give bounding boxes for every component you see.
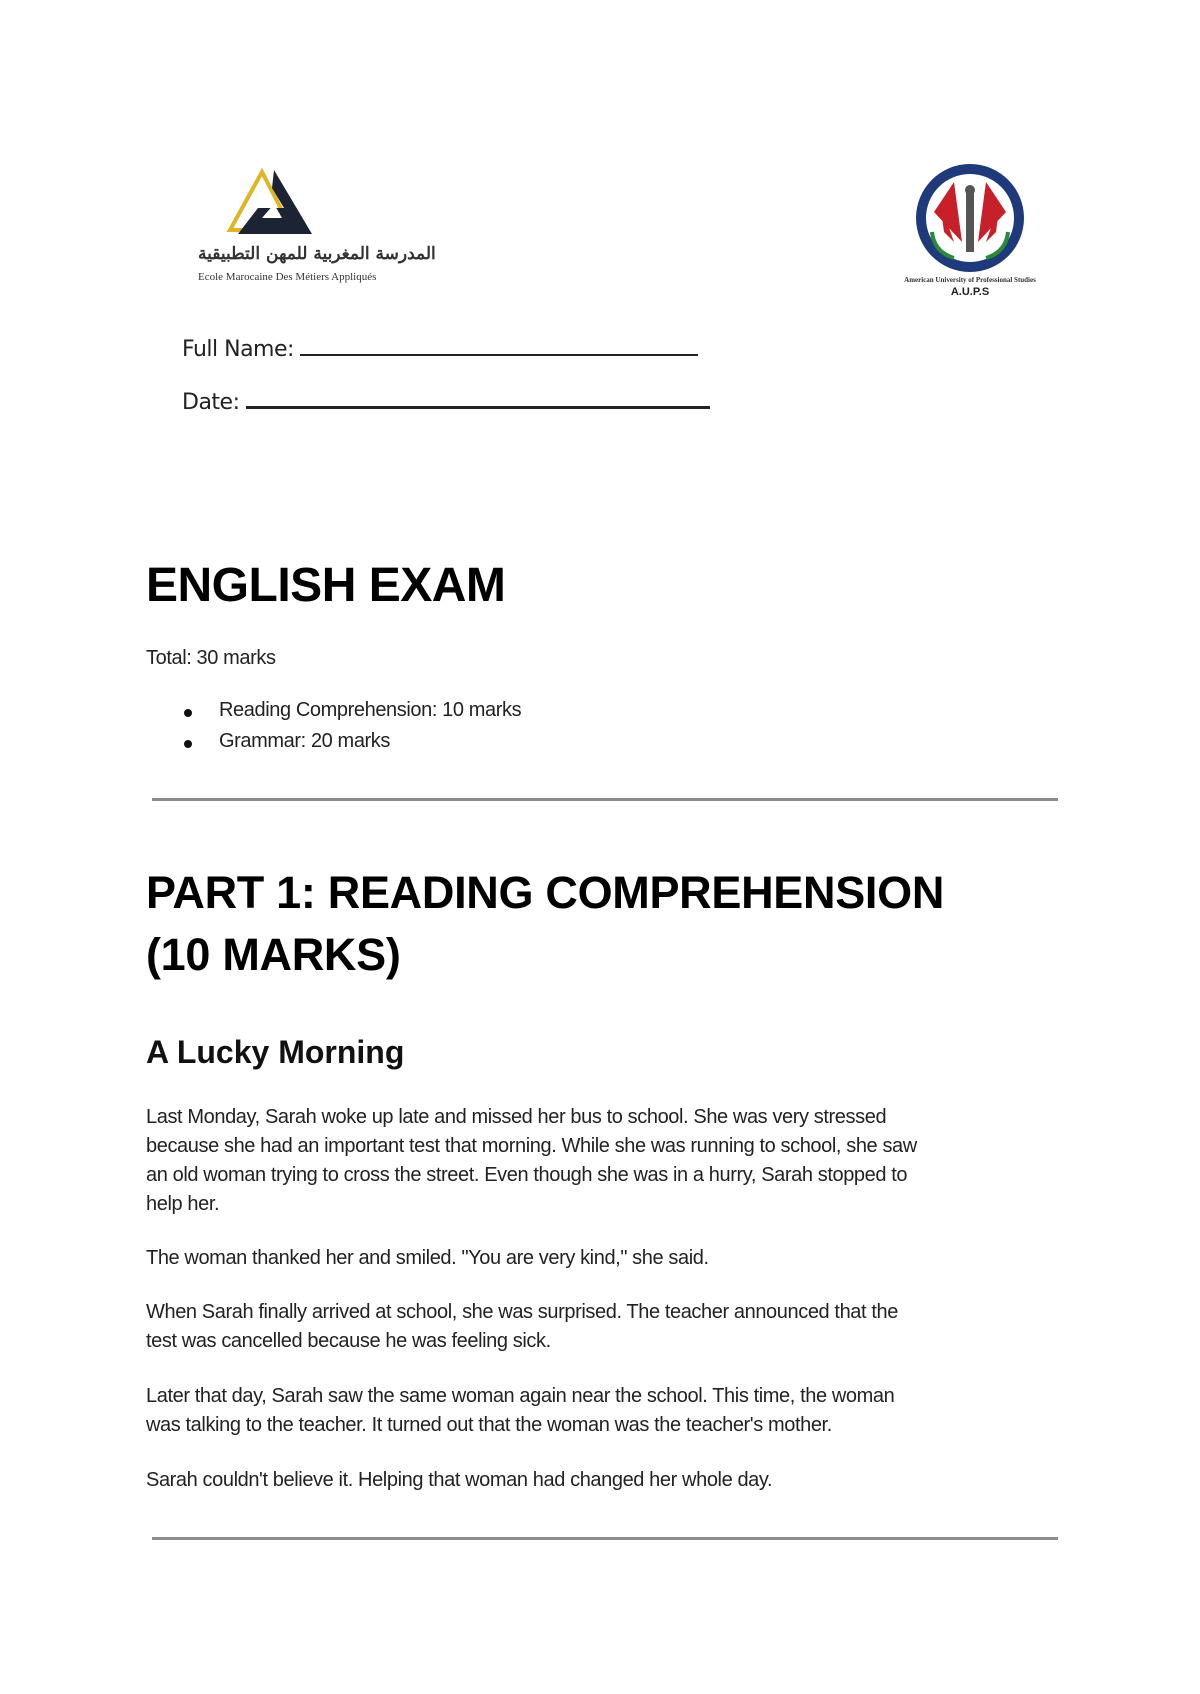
university-name: American University of Professional Studies [904,276,1036,284]
story-paragraph [146,1382,894,1440]
paragraph-line: Last Monday, Sarah woke up late and missed her bus to school. She was very stressed [146,1106,887,1128]
story-paragraph [146,1298,898,1356]
school-logo-left [190,168,436,298]
story-paragraph [146,1466,772,1495]
part1-heading-line: (10 MARKS) [146,929,401,980]
full-name-blank[interactable] [300,334,698,356]
story-paragraph [146,1244,709,1273]
total-marks: Total: 30 marks [146,647,276,669]
full-name-label: Full Name: [182,337,294,362]
part1-heading-line: PART 1: READING COMPREHENSION [146,867,945,918]
paragraph-line: When Sarah finally arrived at school, she was surprised. The teacher announced that the [146,1301,898,1323]
paragraph-line: help her. [146,1193,220,1215]
part1-heading [146,862,944,986]
bullet-icon [184,740,192,748]
full-name-field[interactable] [182,334,698,362]
bullet-icon [184,709,192,717]
paragraph-line: was talking to the teacher. It turned out that the woman was the teacher's mother. [146,1414,832,1436]
paragraph-line: Sarah couldn't believe it. Helping that woman had changed her whole day. [146,1469,773,1491]
paragraph-line: The woman thanked her and smiled. "You are very kind," she said. [146,1247,709,1269]
date-field[interactable] [182,386,710,415]
paragraph-line: because she had an important test that morning. While she was running to school, she saw [146,1135,917,1157]
date-label: Date: [182,390,240,415]
exam-title: ENGLISH EXAM [146,559,506,612]
section-divider [152,798,1058,801]
story-paragraph [146,1103,917,1219]
university-abbreviation: A.U.P.S [950,286,990,298]
school-arabic-name: المدرسة المغربية للمهن التطبيقية [198,244,436,264]
breakdown-item-reading: Reading Comprehension: 10 marks [219,699,522,721]
story-title: A Lucky Morning [146,1034,405,1070]
date-blank[interactable] [246,386,710,409]
school-french-name: Ecole Marocaine Des Métiers Appliqués [198,271,377,283]
breakdown-item-grammar: Grammar: 20 marks [219,730,391,752]
paragraph-line: Later that day, Sarah saw the same woman again near the school. This time, the woman [146,1385,895,1407]
paragraph-line: test was cancelled because he was feeling sick. [146,1330,551,1352]
paragraph-line: an old woman trying to cross the street. Even though she was in a hurry, Sarah stopped to [146,1164,908,1186]
university-seal-icon [914,162,1026,274]
triangle-logo-icon [222,168,332,240]
university-seal-right [895,162,1045,302]
section-divider [152,1537,1058,1540]
